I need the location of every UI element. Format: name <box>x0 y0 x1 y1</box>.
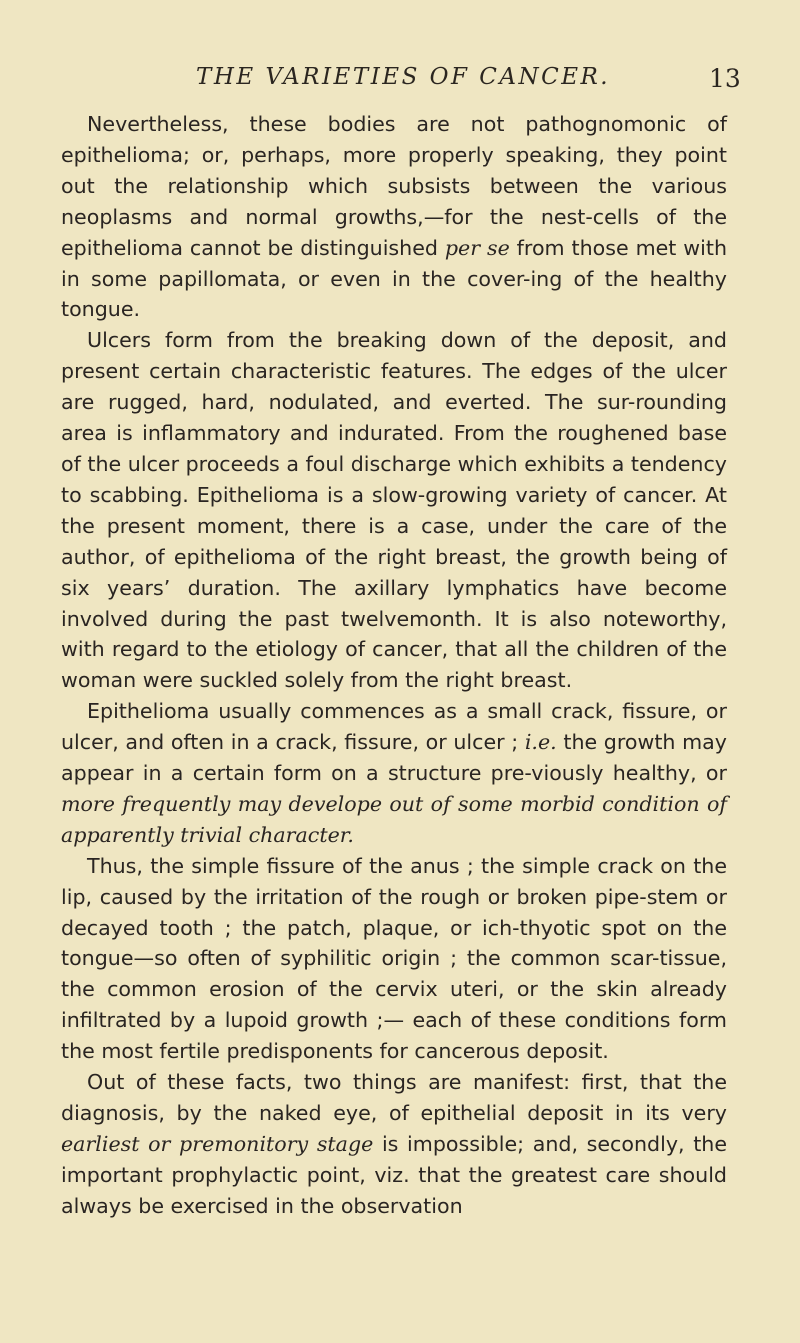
italic-segment: per se <box>444 235 510 260</box>
text-segment: is impossible; and, secondly, the important prophylactic point, viz. that the greatest care should always be exercised in the observation <box>61 1131 727 1218</box>
italic-segment: i.e. <box>524 730 557 755</box>
text-segment: Thus, the simple fissure of the anus ; the simple crack on the lip, caused by the irritation of the rough or broken pipe-stem or decayed tooth ; the patch, plaque, or ich-thyotic spot on the tongue—so often of syphilitic origin ; the common scar-tissue, the common erosion of the cervix uteri, or the skin already infiltrated by a lupoid growth ;— each of these conditions form the most fertile predisponents for cancerous deposit. <box>61 853 727 1064</box>
text-segment: Out of these facts, two things are manifest: first, that the diagnosis, by the naked eye, of epithelial deposit in its very <box>61 1070 727 1125</box>
paragraph-3 <box>61 696 727 851</box>
body-text <box>61 109 727 1222</box>
paragraph-4 <box>61 851 727 1067</box>
italic-segment: more frequently may develope out of some morbid condition of apparently trivial character. <box>61 791 727 847</box>
text-segment: from those met with in some papillomata, or even in the cover-ing of the healthy tongue. <box>61 235 727 322</box>
italic-segment: earliest or premonitory stage <box>61 1131 374 1156</box>
text-segment: Epithelioma usually commences as a small crack, fissure, or ulcer, and often in a crack, fissure, or ulcer ; <box>61 699 727 755</box>
running-head <box>0 64 800 96</box>
paragraph-2 <box>61 325 727 696</box>
paragraph-5 <box>61 1067 727 1222</box>
text-segment: Nevertheless, these bodies are not pathognomonic of epithelioma; or, perhaps, more properly speaking, they point out the relationship which subsists between the various neoplasms and normal growths,—for the nest-cells of the epithelioma cannot be distinguished <box>61 112 727 260</box>
text-segment: Ulcers form from the breaking down of the deposit, and present certain characteristic features. The edges of the ulcer are rugged, hard, nodulated, and everted. The sur-rounding area is inflammatory and indurated. From the roughened base of the ulcer proceeds a foul discharge which exhibits a tendency to scabbing. Epithelioma is a slow-growing variety of cancer. At the present moment, there is a case, under the care of the author, of epithelioma of the right breast, the growth being of six years’ duration. The axillary lymphatics have become involved during the past twelvemonth. It is also noteworthy, with regard to the etiology of cancer, that all the children of the woman were suckled solely from the right breast. <box>61 328 727 693</box>
running-title: THE VARIETIES OF CANCER. <box>196 64 611 90</box>
paragraph-1 <box>61 109 727 325</box>
page-number: 13 <box>709 64 741 93</box>
text-segment: the growth may appear in a certain form on a structure pre-viously healthy, or <box>61 730 727 786</box>
